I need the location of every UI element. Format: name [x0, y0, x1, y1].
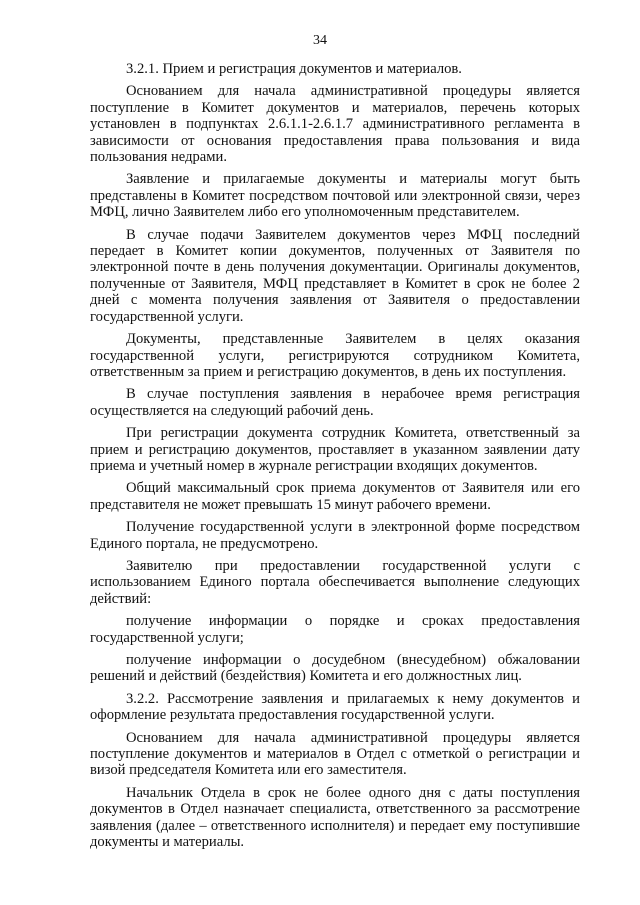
paragraph: Основанием для начала административной процедуры является поступление в Комитет документов и материалов, перечень которых установлен в подпунктах 2.6.1.1-2.6.1.7 административного регламента в зависимости от основания предоставления права пользования и вида пользования недрами. [90, 83, 580, 166]
paragraph: Получение государственной услуги в электронной форме посредством Единого портала, не предусмотрено. [90, 519, 580, 552]
paragraph: Заявителю при предоставлении государственной услуги с использованием Единого портала обеспечивается выполнение следующих действий: [90, 557, 580, 607]
paragraph: Документы, представленные Заявителем в целях оказания государственной услуги, регистрируются сотрудником Комитета, ответственным за прием и регистрацию документов, в день их поступления. [90, 331, 580, 380]
paragraph: Основанием для начала административной процедуры является поступление документов и материалов в Отдел с отметкой о регистрации и визой председателя Комитета или его заместителя. [90, 729, 580, 779]
paragraph: Заявление и прилагаемые документы и материалы могут быть представлены в Комитет посредством почтовой или электронной связи, через МФЦ, лично Заявителем либо его уполномоченным представителем. [90, 171, 580, 221]
page-number: 34 [313, 33, 327, 48]
paragraph: Начальник Отдела в срок не более одного дня с даты поступления документов в Отдел назначает специалиста, ответственного за рассмотрение заявления (далее – ответственного исполнителя) и передает ему поступившие документы и материалы. [90, 784, 580, 851]
document-body [90, 61, 580, 856]
paragraph: В случае подачи Заявителем документов через МФЦ последний передает в Комитет копии документов, полученных от Заявителя по электронной почте в день получения документации. Оригиналы документов, полученные от Заявителя, МФЦ представляет в Комитет в срок не более 2 дней с момента получения заявления от Заявителя о предоставлении государственной услуги. [90, 226, 580, 325]
section-heading-3-2-1: 3.2.1. Прием и регистрация документов и материалов. [126, 61, 462, 77]
paragraph: В случае поступления заявления в нерабочее время регистрация осуществляется на следующий рабочий день. [90, 386, 580, 419]
paragraph: При регистрации документа сотрудник Комитета, ответственный за прием и регистрацию документов, проставляет в указанном заявлении дату приема и учетный номер в журнале регистрации входящих документов. [90, 425, 580, 474]
list-item: получение информации о порядке и сроках предоставления государственной услуги; [90, 613, 580, 646]
list-item: получение информации о досудебном (внесудебном) обжаловании решений и действий (бездействия) Комитета и его должностных лиц. [90, 652, 580, 685]
paragraph: Общий максимальный срок приема документов от Заявителя или его представителя не может превышать 15 минут рабочего времени. [90, 480, 580, 513]
section-heading-3-2-2: 3.2.2. Рассмотрение заявления и прилагаемых к нему документов и оформление результата предоставления государственной услуги. [90, 690, 580, 724]
